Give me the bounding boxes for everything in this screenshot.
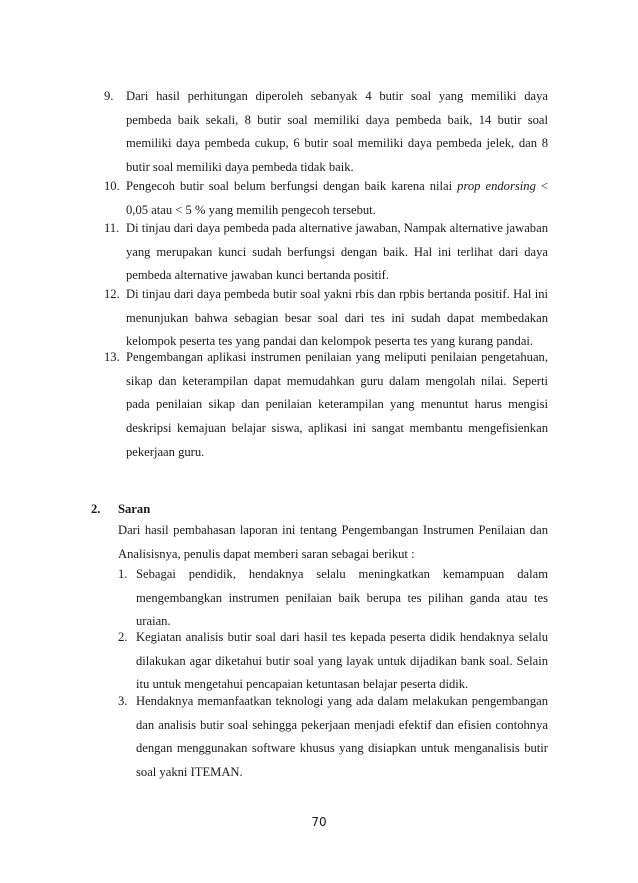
item-number: 2. [118,630,128,644]
item-number: 13. [104,350,120,364]
item-text: Dari hasil perhitungan diperoleh sebanyak 4 butir soal yang memiliki daya pembeda baik sekali, 8 butir soal memiliki daya pembeda baik, 14 butir soal memiliki daya pembeda cukup, 6 butir soal memiliki daya pembeda jelek, dan 8 butir soal memiliki daya pembeda tidak baik. [126,89,548,175]
item-number: 3. [118,694,128,708]
section-intro: Dari hasil pembahasan laporan ini tentang Pengembangan Instrumen Penilaian dan Analisisnya, penulis dapat memberi saran sebagai berikut : [118,523,548,561]
item-number: 12. [104,287,120,301]
item-text: Pengembangan aplikasi instrumen penilaian yang meliputi penilaian pengetahuan, sikap dan keterampilan dapat memudahkan guru dalam mengolah nilai. Seperti pada penilaian sikap dan penilaian keterampilan yang menuntut harus mengisi deskripsi kemajuan belajar siswa, aplikasi ini sangat membantu mengefisienkan pekerjaan guru. [126,350,548,459]
item-text: Di tinjau dari daya pembeda pada alternative jawaban, Nampak alternative jawaban yang merupakan kunci sudah berfungsi dengan baik. Hal ini terlihat dari daya pembeda alternative jawaban kunci bertanda positif. [126,221,548,283]
item-number: 10. [104,179,120,193]
item-text-part: Pengecoh butir soal belum berfungsi dengan baik karena nilai [126,179,458,193]
conclusion-item-12 [104,283,548,354]
conclusion-item-13 [104,346,548,465]
conclusion-item-9 [104,85,548,180]
item-text: Sebagai pendidik, hendaknya selalu meningkatkan kemampuan dalam mengembangkan instrumen penilaian baik berupa tes pilihan ganda atau tes uraian. [136,567,548,629]
item-text [126,175,548,222]
conclusion-item-11 [104,217,548,288]
page-number: 70 [311,815,327,829]
italic-term: prop endorsing [457,179,536,193]
suggestion-item-1 [118,563,548,634]
item-text: Hendaknya memanfaatkan teknologi yang ada dalam melakukan pengembangan dan analisis butir soal sehingga pekerjaan menjadi efektif dan efisien contohnya dengan menggunakan software khusus yang disiapkan untuk menganalisis butir soal yakni ITEMAN. [136,694,548,780]
item-number: 9. [104,89,114,103]
section-heading: Saran [118,502,151,516]
item-number: 1. [118,567,128,581]
item-number: 11. [104,221,120,235]
section-number: 2. [91,502,101,516]
suggestion-item-3 [118,690,548,785]
item-text: Kegiatan analisis butir soal dari hasil tes kepada peserta didik hendaknya selalu dilakukan agar diketahui butir soal yang layak untuk dijadikan bank soal. Selain itu untuk mengetahui pencapaian ketuntasan belajar peserta didik. [136,630,548,692]
item-text-part: < 0,05 atau < 5 % yang memilih pengecoh tersebut. [126,179,548,217]
suggestion-item-2 [118,626,548,697]
conclusion-item-10 [104,175,548,222]
item-text: Di tinjau dari daya pembeda butir soal yakni rbis dan rpbis bertanda positif. Hal ini menunjukan bahwa sebagian besar soal dari tes ini sudah dapat membedakan kelompok peserta tes yang pandai dan kelompok peserta tes yang kurang pandai. [126,287,548,349]
